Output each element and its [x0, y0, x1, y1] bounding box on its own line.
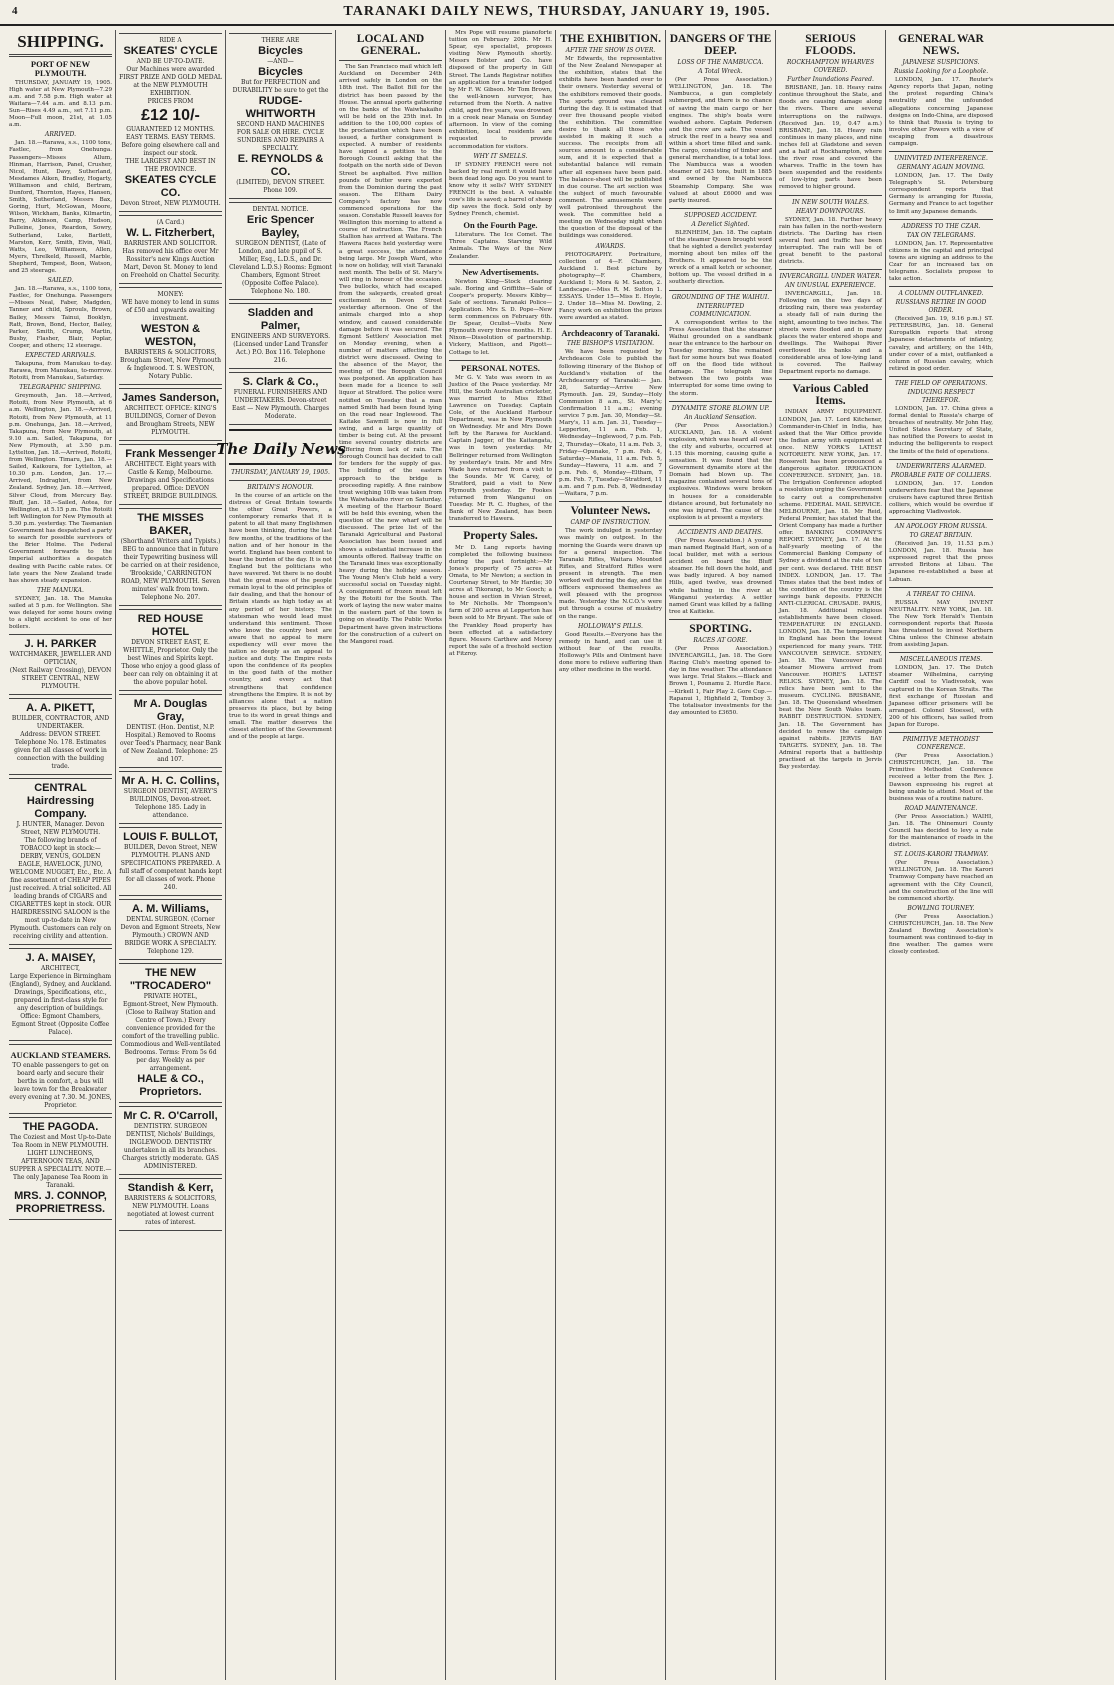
road-heading: ROAD MAINTENANCE. [904, 804, 978, 812]
fourth-page-heading: On the Fourth Page. [463, 220, 538, 231]
bullot-ad [119, 827, 222, 896]
exhibition-heading: THE EXHIBITION. [560, 33, 661, 45]
floods-heading: SERIOUS FLOODS. [805, 33, 856, 58]
tramway-heading: ST. LOUIS-KARORI TRAMWAY. [893, 851, 989, 859]
skeates-address: Devon Street, NEW PLYMOUTH. [120, 200, 221, 207]
col5-top-text: Mrs Pope will resume pianoforte tuition on February 20th. Mr H. Spear, eye specialist, proposes visiting New Plymouth shortly. Messrs Bolster and Co. have disposed of the property in Gill Street. The Lands Registrar notifies an application for a transfer lodged by Mr F. W. Gibson. Mr Tom Brown, the well-known surveyor, has returned from the North. A native child, aged five years, was drowned in a creek near Manaia on Sunday afternoon. In view of the coming exhibition, local residents are requested to provide accommodation for visitors. [449, 30, 552, 150]
skeates-terms: EASY TERMS. EASY TERMS. [126, 134, 215, 141]
loophole-subheading: Russia Looking for a Loophole. [893, 68, 989, 76]
column-1 [6, 30, 116, 1680]
leader-text: In the course of an article on the distress of Great Britain towards the other Great Powers, a contemporary remarks that it is patent to all that many Englishmen have been thinking, during the last few months, of the traditions of the nation and of her honour in the world. England has been content to bear the burden of the day. It is not England but the politicians who have wavered. Yet there is no doubt that the great mass of the people remain loyal to the old principles of fair dealing, and that the honour of Britain stands as high today as at any period of her history. The statesman who would lead must understand this sentiment. Those who know the country best are aware that no appeal to mere expediency will ever move the nation so deeply as an appeal to justice and duty. The Empire rests upon the confidence of its peoples in the good faith of the mother country, and every act that strengthens that confidence strengthens the Empire. It is not by alliances alone that a nation preserves its place, but by being true to its word in great things and small. The matter deserves the closest attention of the Government and of the people at large. [229, 493, 332, 741]
local-general-heading: LOCAL AND GENERAL. [356, 33, 425, 58]
bicycles-ad [229, 33, 332, 199]
apology-subheading: TO GREAT BRITAIN. [909, 532, 973, 540]
fitzherbert-text: BARRISTER AND SOLICITOR. Has removed his office over Mr Rossiter's new Kings Auction Mart, Devon St. Money to lend on Freehold on Chattel Security. [121, 240, 220, 279]
bicycles-perfection: But for PERFECTION and DURABILITY be sure to get the [232, 79, 329, 94]
baker-name: THE MISSES BAKER, [137, 512, 204, 537]
skeates-prices-from: PRICES FROM [147, 98, 194, 105]
war-news-heading: GENERAL WAR NEWS. [898, 33, 984, 58]
holloway-text: Good Results.—Everyone has the remedy in hand, and can use it without fear of the results. Holloway's Pills and Ointment have done more to relieve suffering than any other medicine in the world. [559, 631, 662, 674]
waihui-text: A correspondent writes to the Press Association that the steamer Waihui grounded on a sandbank near the entrance to the harbour on Tuesday morning. She remained fast for some hours but was floated off on the flood tide without damage. The telegraph line between the two points was interrupted for some time owing to the storm. [669, 319, 772, 397]
primitive-heading: PRIMITIVE METHODIST CONFERENCE. [902, 736, 980, 752]
property-sales-text: Mr D. Lang reports having completed the following business during the past fortnight:—Mr Jones's property of 75 acres at Omata, to Mr Newton; a section in Courtenay Street, to Mr Hardie; 30 acres at Tikorangi, to Mr Gooch; a house and section in Vivian Street, to Mr Nicholls. Mr Thompson's farm of 200 acres at Lepperton has been sold to Mr Bryant. The sale of the Frankley Road property has been effected at a satisfactory figure. Messrs Carthew and Morey report the sale of a freehold section at Fitzroy. [449, 544, 552, 657]
weston-text: BARRISTERS & SOLICITORS, Brougham Street, New Plymouth & Inglewood. T. S. WESTON, Notary Public. [120, 349, 221, 380]
why-smells-text: IF SYDNEY FRENCH were not backed by real merit it would have been dead long ago. Do you want to know why it sells? WHY SYDNEY FRENCH is the best. A valuable cow's life is saved; a barrel of sheep dip saves the flock. Sold only by Sydney French, chemist. [449, 161, 552, 218]
ocarroll-text: DENTISTRY. SURGEON DENTIST, Nichols' Buildings, INGLEWOOD. DENTISTRY undertaken in all its branches. Charges strictly moderate. GAS ADMINISTERED. [122, 1123, 219, 1170]
primitive-text: (Per Press Association.) CHRISTCHURCH, Jan. 18. The Primitive Methodist Conference received a letter from the Rev. J. Dawson expressing his regret at being unable to attend. Most of the business was of a routine nature. [889, 753, 993, 802]
archdeaconry-text: We have been requested by Archdeacon Cole to publish the following itinerary of the Bishop of Auckland's visitation of the Archdeaconry of Taranaki:— Jan. 28, Saturday—Arrive New Plymouth. Jan. 29, Sunday—Holy Communion 8 a.m., St. Mary's; Confirmation 11 a.m.; evening service 7 p.m. Jan. 30, Monday—St. Mary's, 11 a.m. Jan. 31, Tuesday—Lepperton, 11 a.m. Feb. 1, Wednesday—Inglewood, 7 p.m. Feb. 2, Thursday—Okato, 11 a.m. Feb. 3, Friday—Opunake, 7 p.m. Feb. 4, Saturday—Manaia, 11 a.m. Feb. 5, Sunday—Hawera, 11 a.m. and 7 p.m. Feb. 6, Monday—Eltham, 7 p.m. Feb. 7, Tuesday—Stratford, 11 a.m. and 7 p.m. Feb. 8, Wednesday—Waitara, 7 p.m. [559, 349, 662, 498]
column-6 [556, 30, 666, 1680]
sailed-label: SAILED. [47, 277, 74, 285]
bayley-name: Eric Spencer Bayley, [246, 214, 315, 239]
skeates-before: Before going elsewhere call and inspect our stock. [121, 142, 220, 157]
misc-text: LONDON, Jan. 17. The Dutch steamer Wilhelmina, carrying Cardiff coal to Vladivostok, was captured in the Korean Straits. The first exchange of Russian and Japanese officer prisoners will be arranged. Colonel Stoessel, with 200 of his officers, has sailed from Japan for Europe. [889, 665, 993, 729]
sanderson-ad [119, 388, 222, 441]
dynamite-subheading: An Auckland Sensation. [684, 413, 757, 421]
ocarroll-name: Mr C. R. O'Carroll, [123, 1110, 218, 1122]
waihui-heading: GROUNDING OF THE WAIHUI. [671, 293, 770, 301]
fitzherbert-ad [119, 215, 222, 284]
sailed-text: Jan. 18.—Rarawa, s.s., 1100 tons, Fastlec, for Onehunga. Passengers—Misses Neal, Faber, Madgden, Tanner and child, Sprouls, Brown, Bailey, Messrs Tainui, Booklyn, Ratt, Brown, Bond, Hector, Bailey, Parker, Smith, Crump, Martin, Busby, Flasher, Blair, Poplar, Cooper, and others; 12 steerage. [9, 286, 112, 349]
skeates-ad [119, 33, 222, 212]
cabled-items-heading: Various Cabled Items. [792, 383, 869, 408]
sanderson-text: ARCHITECT. OFFICE: KING'S BUILDINGS, Corner of Devon and Brougham Streets, NEW PLYMOUTH. [124, 405, 217, 436]
new-advertisements-text: Newton King—Stock clearing sale. Boring and Griffiths—Sale of Cooper's property. Messrs Kibby—Sale of sections. Taranaki Police—Application. Mrs S. D. Pope—New term commences on February 6th. Dr Spear, Oculist—Visits New Plymouth every three months. H. E. Nixon—Dissolution of partnership. Vickery, Mattison, and Pigott—Cottage to let. [449, 278, 552, 356]
supposed-accident-heading: SUPPOSED ACCIDENT. [684, 211, 757, 219]
clark-name: S. Clark & Co., [242, 376, 319, 388]
money-text: WE have money to lend in sums of £50 and upwards awaiting investment. [121, 299, 220, 322]
total-wreck-subheading: A Total Wreck. [698, 68, 743, 76]
why-smells-heading: WHY IT SMELLS. [473, 152, 528, 160]
maisey-ad [9, 948, 112, 1041]
skeates-name: SKEATES' CYCLE [123, 45, 218, 57]
fourth-page-text: Literature. The Ice Comet. The Three Captains. Starving Wild Animals. The Ways of the New Zealander. [449, 232, 552, 260]
gray-ad [119, 694, 222, 768]
nsw-heading: IN NEW SOUTH WALES. [792, 198, 869, 206]
nambucca-text: (Per Press Association.) WELLINGTON, Jan. 18. The Nambucca, a gun completely submerged, and there is no chance of saving the main cargo or her engines. The ship's boats were washed ashore. Captain Pedersen and the crew are safe. The vessel struck the reef in a heavy sea and within a short time filled and sank. The cargo, consisting of timber and general merchandise, is a total loss. The Nambucca was a wooden steamer of 243 tons, built in 1885 and owned by the Nambucca Steamship Company. She was valued at about £6000 and was partly insured. [669, 77, 772, 204]
invercargill-subheading: AN UNUSUAL EXPERIENCE. [785, 282, 876, 290]
telegraphic-label: TELEGRAPHIC SHIPPING. [19, 384, 102, 392]
williams-name: A. M. Williams, [132, 903, 209, 915]
maisey-trade: ARCHITECT, [40, 965, 81, 973]
underwriters-text: LONDON, Jan. 17. London underwriters fear that the Japanese cruisers have captured three British colliers, which would be overdue if approaching Vladivostok. [889, 480, 993, 515]
reynolds-name: E. REYNOLDS & CO. [237, 153, 324, 178]
outflanked-heading: A COLUMN OUTFLANKED. [898, 290, 984, 298]
czar-text: LONDON, Jan. 17. Representative citizens in the capital and principal towns are signing an address to the Czar for an increased tax on telegrams. Socialists propose to take action. [889, 240, 993, 283]
port-label: PORT OF NEW PLYMOUTH. [30, 58, 91, 78]
apology-heading: AN APOLOGY FROM RUSSIA. [894, 523, 988, 531]
archdeaconry-heading: Archdeaconry of Taranaki. [561, 328, 660, 339]
cabled-items-text: INDIAN ARMY EQUIPMENT. LONDON, Jan. 17. Lord Kitchener, Commander-in-Chief in India, has asked that the War Office provide the Indian army with equipment at once. NEW YORK'S LATEST NOTORIETY. NEW YORK, Jan. 17. Roosevelt has been pronounced a dangerous agitator. IRRIGATION CONFERENCE. SYDNEY, Jan. 18. The Irrigation Conference adopted a resolution urging the Government to carry out a comprehensive scheme. FEDERAL MAIL SERVICE. MELBOURNE, Jan. 18. Mr Reid, Federal Premier, has stated that the Orient Company has made a further offer. BANKING COMPANY'S REPORT. SYDNEY, Jan. 17. At the half-yearly meeting of the Commercial Banking Company of Sydney a dividend at the rate of ten per cent. was declared. THE BEST INDEX. LONDON, Jan. 17. The Times states that the best index of the condition of the country is the savings bank deposits. FRENCH ANTI-CLERICAL CRUSADE. PARIS, Jan. 18. Additional religious establishments have been closed. TEMPERATURE IN ENGLAND. LONDON, Jan. 18. The temperature in England has been the lowest experienced for many years. THE VANCOUVER SERVICE. SYDNEY, Jan. 18. The Vancouver mail steamer Miowera arrived from Vancouver. HORE'S LATEST RELICS. SYDNEY, Jan. 18. The relics have been sent to the museum. CYCLING. BRISBANE, Jan. 18. The Queensland wheelmen beat the New South Wales team. RABBIT DESTRUCTION. SYDNEY, Jan. 18. The Government has decided to renew the campaign against rabbits. JERVIS BAY TARGETS. SYDNEY, Jan. 18. The Admiral reports that a battleship practised at the targets in Jervis Bay yesterday. [779, 409, 882, 771]
parker-address: (Next Railway Crossing), DEVON STREET CENTRAL, NEW PLYMOUTH. [9, 667, 112, 691]
rudge-whitworth: RUDGE-WHITWORTH [245, 95, 316, 120]
field-subheading: INDUCING RESPECT THEREFOR. [907, 388, 975, 404]
daily-news-logo [215, 429, 346, 465]
manuka-text: SYDNEY, Jan. 18. The Manuka sailed at 5 p.m. for Wellington. She was delayed for some hours owing to a slight accident to one of her boilers. [9, 595, 112, 631]
dangers-heading: DANGERS OF THE DEEP. [669, 33, 772, 58]
invercargill-text: INVERCARGILL, Jan. 18. Following on the two days of drizzling rain, there was yesterday a steady fall of rain during the night, amounting to two inches. The streets were flooded and in many places the water entered shops and dwellings. The Waihopai River overflowed its banks and a considerable area of low-lying land is covered. The Railway Department reports no damage. [779, 291, 882, 376]
baker-text: (Shorthand Writers and Typists.) BEG to announce that in future their Typewriting business will be carried on at their residence, 'Brookside,' CARRINGTON ROAD, NEW PLYMOUTH. Seven minutes' walk from town. Telephone No. 207. [120, 538, 221, 601]
skeates-ride: RIDE A [159, 37, 182, 44]
arrived-label: ARRIVED. [45, 131, 76, 139]
skeates-text: Our Machines were awarded FIRST PRIZE AND GOLD MEDAL at the NEW PLYMOUTH EXHIBITION. [119, 66, 222, 97]
exhibition-text: Mr Edwards, the representative of the New Zealand Newspaper at the exhibition, states that the exhibits have been handed over to their owners. Yesterday several of the exhibitors removed their goods. The sports ground was cleared during the day. It is estimated that over five thousand people visited the exhibition. The committee desire to thank all those who assisted in making it such a success. The receipts from all sources amount to a considerable sum, and it is expected that a substantial balance will remain after all expenses have been paid. The balance-sheet will be published in due course. The art section was the subject of much favourable comment. The amusements were well patronised throughout the week. The committee held a meeting on Wednesday night when the question of the disposal of the buildings was considered. [559, 56, 662, 240]
second-hand-text: SECOND HAND MACHINES FOR SALE OR HIRE. CYCLE SUNDRIES AND REPAIRS A SPECIALTY. [236, 121, 325, 152]
column-4 [336, 30, 446, 1680]
collins-name: Mr A. H. C. Collins, [121, 775, 220, 787]
fitzherbert-label: (A Card.) [156, 219, 185, 226]
money-label: MONEY: [157, 291, 184, 298]
bicycles-and: —AND— [267, 58, 294, 65]
steamers-ad [9, 1044, 112, 1114]
dynamite-heading: DYNAMITE STORE BLOWN UP. [671, 404, 770, 412]
williams-text: DENTAL SURGEON. (Corner Devon and Egmont Streets, New Plymouth.) CROWN AND BRIDGE WORK A SPECIALTY. Telephone 129. [120, 916, 221, 955]
trocadero-name: THE NEW "TROCADERO" [129, 967, 212, 992]
column-7 [666, 30, 776, 1680]
interference-text: LONDON, Jan. 17. The Daily Telegraph's St. Petersburg correspondent reports that Germany is arranging for Russia, Germany and France to act together to limit any Japanese demands. [889, 173, 993, 215]
collins-ad [119, 771, 222, 824]
japanese-suspicions-subheading: JAPANESE SUSPICIONS. [902, 59, 980, 67]
bicycles-line-2: Bicycles [258, 66, 303, 78]
bowling-text: (Per Press Association.) CHRISTCHURCH, Jan. 18. The New Zealand Bowling Association's tournament was continued to-day in fine weather. The games were closely contested. [889, 913, 993, 956]
parker-ad [9, 634, 112, 695]
personal-notes-text: Mr G. V. Yate was sworn in as Justice of the Peace yesterday. Mr Hill, the South Australian cricketer, was married to Miss Ethel Lawrence on Tuesday. Captain Cole, of the Auckland Harbour Department, was in New Plymouth on Wednesday. Mr and Mrs Dowe left by the Rarawa for Auckland. Captain Jagger, of the Kaitangata, was in town yesterday. Mr Bellringer returned from Wellington by yesterday's train. Mr and Mrs Wade have returned from a visit to the Sounds. Mr W. Carey, of Stratford, paid a visit to New Plymouth yesterday. Dr Fookes returned from Wanganui on Tuesday. Mr R. C. Hughes, of the Bank of New Zealand, has been transferred to Hawera. [449, 374, 552, 523]
china-heading: A THREAT TO CHINA. [906, 590, 976, 598]
volunteer-heading: Volunteer News. [570, 505, 651, 518]
trocadero-ad [119, 963, 222, 1103]
field-text: LONDON, Jan. 17. China gives a formal denial to Russia's charge of breaches of neutrality. Mr John Hay, United States Secretary of State, has notified the Powers to assist in inducing the belligerents to respect the limits of the field of operations. [889, 405, 993, 455]
new-advertisements-heading: New Advertisements. [462, 266, 539, 277]
newspaper-columns [6, 30, 1108, 1680]
exhibition-subheading: AFTER THE SHOW IS OVER. [565, 47, 656, 55]
misc-heading: MISCELLANEOUS ITEMS. [899, 656, 983, 664]
hairdressing-name: CENTRAL Hairdressing Company. [26, 782, 95, 821]
fitzherbert-name: W. L. Fitzherbert, [126, 227, 215, 239]
china-text: RUSSIA MAY INVENT NEUTRALITY. NEW YORK, Jan. 18. The New York Herald's Tientsin correspondent reports that Russia has threatened to invest Northern China unless the Chinese abstain from assisting Japan. [889, 599, 993, 649]
volunteer-text: The work indulged in yesterday was mainly on outpost. In the morning the Guards were drawn up for a general inspection. The Taranaki Rifles, Waitara Mounted Rifles, and Stratford Rifles were present in strength. The men worked well during the day, and the officers expressed themselves as well pleased with the progress made. Yesterday the N.C.O.'s were put through a course of musketry on the range. [559, 528, 662, 620]
bicycles-there-are: THERE ARE [261, 37, 300, 44]
pikett-address: Address: DEVON STREET. Telephone No. 178. Estimates given for all classes of work in connection with the building trade. [14, 731, 107, 771]
parker-trade: WATCHMAKER, JEWELLER AND OPTICIAN, [9, 651, 112, 667]
page-number: 4 [12, 5, 19, 17]
awards-heading: AWARDS. [595, 242, 626, 250]
awards-text: PHOTOGRAPHY. Portraiture, collection of 4—F. Chambers, Auckland 1. Best picture by photography—F. Chambers, Auckland 1; Mora & M. Saxton, 2. Landscape.—Miss R. M. Sutton 1. ESSAYS. Under 15—Miss E. Hoyle, 2. Under 18—Miss M. Dowling, 2. Fancy work on exhibition the prizes were awarded as stated. [559, 251, 662, 322]
colliers-subheading: PROBABLE FATE OF COLLIERS. [890, 471, 992, 479]
sporting-text: (Per Press Association.) INVERCARGILL, Jan. 18. The Gore Racing Club's meeting opened to-day in fine weather. The attendance was large. Trial Stakes.—Black and Brown 1, Pounamu 2. Hurdle Race.—Kirkell 1, Fair Play 2. Gore Cup.—Rapanui 1, Highfield 2, Tomboy 3. The totalisator investments for the day amounted to £3650. [669, 646, 772, 716]
pikett-name: A. A. PIKETT, [26, 702, 95, 715]
shipping-heading: SHIPPING. [17, 32, 104, 51]
parker-name: J. H. PARKER [24, 638, 97, 651]
nsw-text: SYDNEY, Jan. 18. Further heavy rain has fallen in the north-western districts. The Darling has risen several feet and traffic has been interrupted. The rain will be of great benefit to the pastoral districts. [779, 216, 882, 266]
bicycles-line-1: Bicycles [258, 45, 303, 57]
apology-text: (Received Jan. 19, 11.53 p.m.) LONDON, Jan. 18. Russia has expressed regret that the press arrested Britons at Libau. The Japanese re-established a base at Labuan. [889, 541, 993, 583]
war-news-text: LONDON, Jan. 17. Reuter's Agency reports that Japan, noting the protest regarding China's neutrality and the unfounded allegations concerning Japanese designs on Indo-China, are disposed to think that Russia is trying to involve other Powers with a view of escaping from a disastrous campaign. [889, 77, 993, 147]
gray-text: DENTIST. (Hon. Dentist, N.P. Hospital.) Removed to Rooms over Teed's Pharmacy, near Bank of New Zealand. Telephone: 25 and 107. [119, 724, 222, 763]
kerr-ad [119, 1178, 222, 1231]
personal-notes-heading: PERSONAL NOTES. [461, 362, 540, 373]
kerr-name: Standish & Kerr, [127, 1182, 214, 1194]
local-general-text: The San Francisco mail which left Auckland on December 24th arrived safely in London on the 18th inst. The Ballot Bill for the district has been passed by the House. The annual sports gathering on the banks of the Waiwhakaiho will be held on the 25th inst. In addition to the 100,000 copies of the proclamation which have been issued, a further consignment is expected. A number of residents have signed a petition to the Borough Council asking that the footpath on the north side of Devon Street be asphalted. Five million pounds of butter were exported from the Dominion during the past season. The Eltham Dairy Company's factory has now commenced operations for the season. Constable Russell leaves for Wellington this morning to attend a course of instruction. The French Stallion has arrived at Waitara. The Hawera Races held yesterday were a great success, the attendance being large. Mr Joseph Ward, who is now on holiday, will visit Taranaki next month. The bells of St. Mary's will ring in honour of the occasion. Two bullocks, which had escaped from the saleyards, created great excitement in Devon Street yesterday afternoon. One of the animals charged into a shop window, and caused considerable damage before it was secured. The Egmont Settlers' Association met on Monday evening, when a number of matters affecting the district were discussed. Owing to the absence of the Mayor, the meeting of the Borough Council was postponed. An application has been made for a licence to sell liquor at Stratford. The police were notified on Tuesday that a man named Smith had been found lying on the road near Inglewood. The Kaitake Sawmill is now in full swing, and a large quantity of timber is being cut. At the present time several country districts are suffering from lack of rain. The Borough Council has decided to call for tenders for the supply of gas. The building of the eastern approach to the bridge is proceeding rapidly. A fine rainbow trout weighing 10lb was taken from the Waiwhakaiho river on Saturday. A meeting of the Harbour Board will be held this evening, when the question of the new wharf will be discussed. The prize list of the Taranaki Agricultural and Pastoral Association has been issued and shows a substantial increase in the amounts offered. Railway traffic on the Taranaki lines was exceptionally heavy during the holiday season. The Young Men's Club held a very successful social on Tuesday night. A consignment of frozen meat left by the Rotoiti for the South. The work of laying the new water mains in the eastern part of the town is going on steadily. The Public Works Department have given instructions for the construction of a culvert on the Mangorei road. [339, 64, 442, 645]
hairdressing-ad [9, 778, 112, 945]
underwriters-heading: UNDERWRITERS ALARMED. [895, 462, 987, 470]
gore-races-subheading: RACES AT GORE. [693, 637, 748, 644]
daily-news-logo-icon [215, 434, 346, 460]
steamers-text: TO enable passengers to get on board early and secure their berths in comfort, a bus will leave town for the Breakwater every evening at 7.30. M. JONES, Proprietor. [9, 1062, 112, 1110]
retire-subheading: RUSSIANS RETIRE IN GOOD ORDER. [895, 299, 987, 315]
column-2 [116, 30, 226, 1680]
rockhampton-subheading: ROCKHAMPTON WHARVES COVERED. [786, 59, 875, 75]
waihui-subheading: INTERRUPTED COMMUNICATION. [689, 302, 752, 318]
redhouse-name: RED HOUSE HOTEL [137, 613, 204, 638]
page-title: TARANAKI DAILY NEWS, THURSDAY, JANUARY 19, 1905. [343, 4, 771, 19]
nsw-subheading: HEAVY DOWNPOURS. [795, 207, 866, 215]
field-heading: THE FIELD OF OPERATIONS. [894, 379, 988, 387]
bayley-ad [229, 202, 332, 300]
leader-heading: BRITAIN'S HONOUR. [247, 484, 314, 491]
dental-notice: DENTAL NOTICE. [252, 206, 309, 213]
weston-ad [119, 287, 222, 385]
derelict-subheading: A Derelict Sighted. [691, 220, 750, 228]
clark-ad [229, 372, 332, 425]
reynolds-text: (LIMITED), DEVON STREET. Phone 109. [236, 179, 325, 194]
archdeaconry-subheading: THE BISHOP'S VISITATION. [566, 340, 655, 348]
road-text: (Per Press Association.) WAIHI, Jan. 18. The Ohinemuri County Council has decided to levy a rate for the maintenance of roads in the district. [889, 813, 993, 849]
column-8 [776, 30, 886, 1680]
leader-date: THURSDAY, JANUARY 19, 1905. [231, 469, 330, 476]
sanderson-name: James Sanderson, [121, 392, 220, 404]
column-3 [215, 30, 346, 1680]
sladden-text: ENGINEERS AND SURVEYORS. (Licensed under Land Transfer Act.) P.O. Box 116. Telephone 216. [230, 333, 331, 364]
accidents-text: (Per Press Association.) A young man named Reginald Hart, son of a local builder, met with a serious accident on board the Bluff steamer. He fell down the hold, and was badly injured. A boy named Hills, aged twelve, was drowned while bathing in the river at Wanganui yesterday. A settler named Grant was killed by a falling tree at Kaitieke. [669, 537, 772, 615]
trocadero-sub: PRIVATE HOTEL, [143, 993, 198, 1000]
maisey-name: J. A. MAISEY, [25, 952, 96, 965]
property-sales-heading: Property Sales. [463, 530, 538, 543]
trocadero-text: Egmont-Street, New Plymouth. (Close to Railway Station and Centre of Town.) Every convenience provided for the comfort of the travelling public. Commodious and Well-ventilated Bedrooms. Terms: From 5s 6d per day. Weekly as per arrangement. [120, 1001, 221, 1072]
skeates-price: £12 10/- [141, 107, 200, 124]
arrived-text: Jan. 18.—Rarawa, s.s., 1100 tons, Fastlec, from Onehunga. Passengers—Misses Allum, Hinman, Harrison, Panel, Crusher, Nicol, Hunt, Davy, Sutherland, Mesdames Aiken, Bradley, Hogarty, Williamson and child, Bertram, Dunford, Thornton, Hayes, Hansen, Smith, Sutherland, Messrs Bax, Goring, Hurt, McGowan, Moore, Wilson, Wickham, Banks, Kilmartin, Barry, Atkinson, Camp, Hudson, Pulleine, Jones, Reardon, Sowry, Sutherland, Luke, Bartlett, Marston, Kerr, Smith, Elvin, Wall, Watts, Leo, Williamson, Allen, Myers, Threlkeld, Russell, Marble, Shepherd, Tempest, Boon, Watson, and 25 steerage. [9, 140, 112, 275]
bayley-text: SURGEON DENTIST, (Late of London, and late pupil of S. Miller, Esq., L.D.S., and Dr. Cleveland L.D.S.) Rooms: Egmont Chambers, Egmont Street (Opposite Coffee Palace). Telephone No. 180. [229, 240, 332, 295]
expected-text: Takapuna, from Manukau to-day. Rarawa, from Manukau, to-morrow. Rotoiti, from Manukau, Saturday. [9, 360, 112, 382]
masthead [0, 0, 1114, 26]
skeates-sub: AND BE UP-TO-DATE. [136, 58, 205, 65]
invercargill-heading: INVERCARGILL UNDER WATER. [779, 273, 882, 281]
redhouse-text: DEVON STREET EAST, E. WHITTLE, Proprietor. Only the best Wines and Spirits kept. Those who enjoy a good glass of beer can rely on obtaining it at the above popular hotel. [121, 639, 220, 686]
pagoda-name: THE PAGODA. [22, 1121, 99, 1134]
supposed-accident-text: BLENHEIM, Jan. 18. The captain of the steamer Queen brought word that he sighted a derelict yesterday morning about ten miles off the Brothers. It appeared to be the wreck of a small ketch or schooner, bottom up. The vessel drifted in a southerly direction. [669, 229, 772, 286]
clark-text: FUNERAL FURNISHERS AND UNDERTAKERS. Devon-street East — New Plymouth. Charges Moderate. [231, 389, 330, 420]
nambucca-subheading: LOSS OF THE NAMBUCCA. [677, 59, 764, 67]
messenger-name: Frank Messenger [125, 448, 216, 460]
column-9 [886, 30, 996, 1680]
accidents-heading: ACCIDENTS AND DEATHS. [678, 528, 763, 536]
column-5 [446, 30, 556, 1680]
sladden-ad [229, 303, 332, 369]
holloway-heading: HOLLOWAY'S PILLS. [578, 622, 643, 630]
port-text: THURSDAY, JANUARY 19, 1905. High water at New Plymouth—7.29 a.m. and 7.58 p.m. High water at Waitara—7.44 a.m. and 8.13 p.m. Sun—Rises 4.49 a.m., set 7.11 p.m. Moon—Full moon, 21st, at 1.05 a.m. [9, 79, 112, 129]
pikett-trade: BUILDER, CONTRACTOR, AND UNDERTAKER. [11, 715, 110, 731]
telegraphic-text: Greymouth, Jan. 18.—Arrived, Rotoiti, from New Plymouth, at 6 a.m. Wellington, Jan. 18.—Arrived, Rotoiti, from New Plymouth, at 11 p.m. Onehunga, Jan. 18.—Arrived, Takapuna, from New Plymouth, at 9.10 a.m. Sailed, Takapuna, for New Plymouth, at 3.50 p.m. Lyttelton, Jan. 18.—Arrived, Rotoiti, from Wellington. Timaru, Jan. 18.—Sailed, Kaikoura, for Lyttelton, at 10.30 p.m. London, Jan. 17.—Arrived, Indraghiri, from New Zealand. Sydney, Jan. 18.—Arrived, Silver Cloud, from Mercury Bay. Bluff, Jan. 18.—Sailed, Aotea, for Wellington, at 5.15 p.m. The Rotoiti left Wellington for New Plymouth at 5.30 p.m. yesterday. The Tasmanian Government has despatched a party to search for possible survivors of the Brier Holme. The Federal Government forwards to the Imperial authorities a despatch dealing with Pacific cable rates. Of late years the New Zealand trade has shown steady expansion. [9, 393, 112, 584]
czar-heading: ADDRESS TO THE CZAR. [901, 222, 981, 230]
hale-name: HALE & CO., Proprietors. [137, 1073, 204, 1098]
messenger-ad [119, 444, 222, 505]
manuka-label: THE MANUKA. [37, 586, 84, 594]
pikett-ad [9, 698, 112, 775]
sladden-name: Sladden and Palmer, [247, 307, 314, 332]
interference-heading: UNINVITED INTERFERENCE. [894, 155, 988, 163]
germany-subheading: GERMANY AGAIN MOVING. [897, 164, 985, 172]
pagoda-text: The Coziest and Most Up-to-Date Tea Room in NEW PLYMOUTH. LIGHT LUNCHEONS, AFTERNOON TEAS, AND SUPPER A SPECIALITY. NOTE.—The only Japanese Tea Room in Taranaki. [9, 1134, 112, 1190]
bullot-text: BUILDER, Devon Street, NEW PLYMOUTH. PLANS AND SPECIFICATIONS PREPARED. A full staff of competent hands kept for all classes of work. Phone 240. [119, 844, 222, 891]
skeates-largest: THE LARGEST AND BEST IN THE PROVINCE. [125, 158, 216, 173]
daily-news-logo-text: The Daily News [215, 440, 346, 458]
kerr-text: BARRISTERS & SOLICITORS, NEW PLYMOUTH. Loans negotiated at lowest current rates of interest. [124, 1195, 217, 1226]
bullot-name: LOUIS F. BULLOT, [123, 831, 218, 843]
williams-ad [119, 899, 222, 960]
gray-name: Mr A. Douglas Gray, [133, 698, 208, 723]
telegrams-subheading: TAX ON TELEGRAMS. [906, 231, 976, 239]
redhouse-ad [119, 609, 222, 691]
messenger-text: ARCHITECT. Eight years with Castle & Kemp, Melbourne. Drawings and Specifications prepared. Office: DEVON STREET, BRIDGE BUILDINGS. [123, 461, 218, 500]
collins-text: SURGEON DENTIST, AVERY'S BUILDINGS, Devon-street. Telephone 185. Lady in attendance. [123, 788, 218, 819]
bowling-heading: BOWLING TOURNEY. [907, 904, 975, 912]
baker-ad [119, 508, 222, 606]
volunteer-subheading: CAMP OF INSTRUCTION. [570, 519, 651, 527]
hairdressing-manager: J. HUNTER, Manager. Devon Street, NEW PLYMOUTH. [16, 821, 105, 837]
expected-label: EXPECTED ARRIVALS. [25, 351, 96, 359]
ocarroll-ad [119, 1106, 222, 1175]
hairdressing-text: The following brands of TOBACCO kept in stock:— DERBY, VENUS, GOLDEN EAGLE, HAVELOCK, JUNO, WELCOME NUGGET, Etc., Etc. A fine assortment of CHEAP PIPES just received. A trial solicited. All leading brands of CIGARS and CIGARETTES kept in stock. OUR HAIRDRESSING SALOON is the most up-to-date in New Plymouth. Customers can rely on receiving civility and attention. [9, 837, 112, 941]
sporting-heading: SPORTING. [689, 622, 752, 635]
steamers-heading: AUCKLAND STEAMERS. [10, 1050, 111, 1061]
maisey-text: Large Experience in Birmingham (England), Sydney, and Auckland. Drawings, Specifications, etc., prepared in first-class style for any description of buildings. Office: Egmont Chambers, Egmont Street (Opposite Coffee Palace). [9, 973, 112, 1037]
weston-name: WESTON & WESTON, [140, 323, 201, 348]
dynamite-text: (Per Press Association.) AUCKLAND, Jan. 18. A violent explosion, which was heard all over the city and suburbs, occurred at 1.15 this morning, causing quite a sensation. It was found that the Government dynamite store at the Domain had blown up. The magazine contained several tons of explosives. Windows were broken in houses for a considerable distance around, but fortunately no one was injured. The cause of the explosion is at present a mystery. [669, 422, 772, 521]
tramway-text: (Per Press Association.) WELLINGTON, Jan. 18. The Karori Tramway Company have reached an agreement with the City Council, and the construction of the line will be commenced shortly. [889, 860, 993, 902]
floods-text: BRISBANE, Jan. 18. Heavy rains continue throughout the State, and floods are causing damage along the rivers. There are several interruptions on the railways. (Received Jan. 19, 0.47 a.m.) BRISBANE, Jan. 18. Heavy rain continues in many places, and nine inches fell at Gladstone and seven and a half at Rockhampton, where the river rose and covered the wharves. Traffic in the town has been suspended and the residents of low-lying parts have been removed to higher ground. [779, 85, 882, 191]
pagoda-owner: MRS. J. CONNOP, PROPRIETRESS. [14, 1190, 107, 1216]
inundations-subheading: Further Inundations Feared. [787, 76, 874, 84]
outflanked-text: (Received Jan. 19, 9.16 p.m.) ST. PETERSBURG, Jan. 18. General Kuropatkin reports that strong Japanese detachments of infantry, cavalry, and artillery, on the 14th, under cover of a mist, outflanked a column of Russian cavalry, which retired in good order. [889, 316, 993, 372]
skeates-guarantee: GUARANTEED 12 MONTHS. [126, 126, 215, 133]
skeates-company: SKEATES CYCLE CO. [124, 174, 217, 199]
pagoda-ad [9, 1117, 112, 1220]
